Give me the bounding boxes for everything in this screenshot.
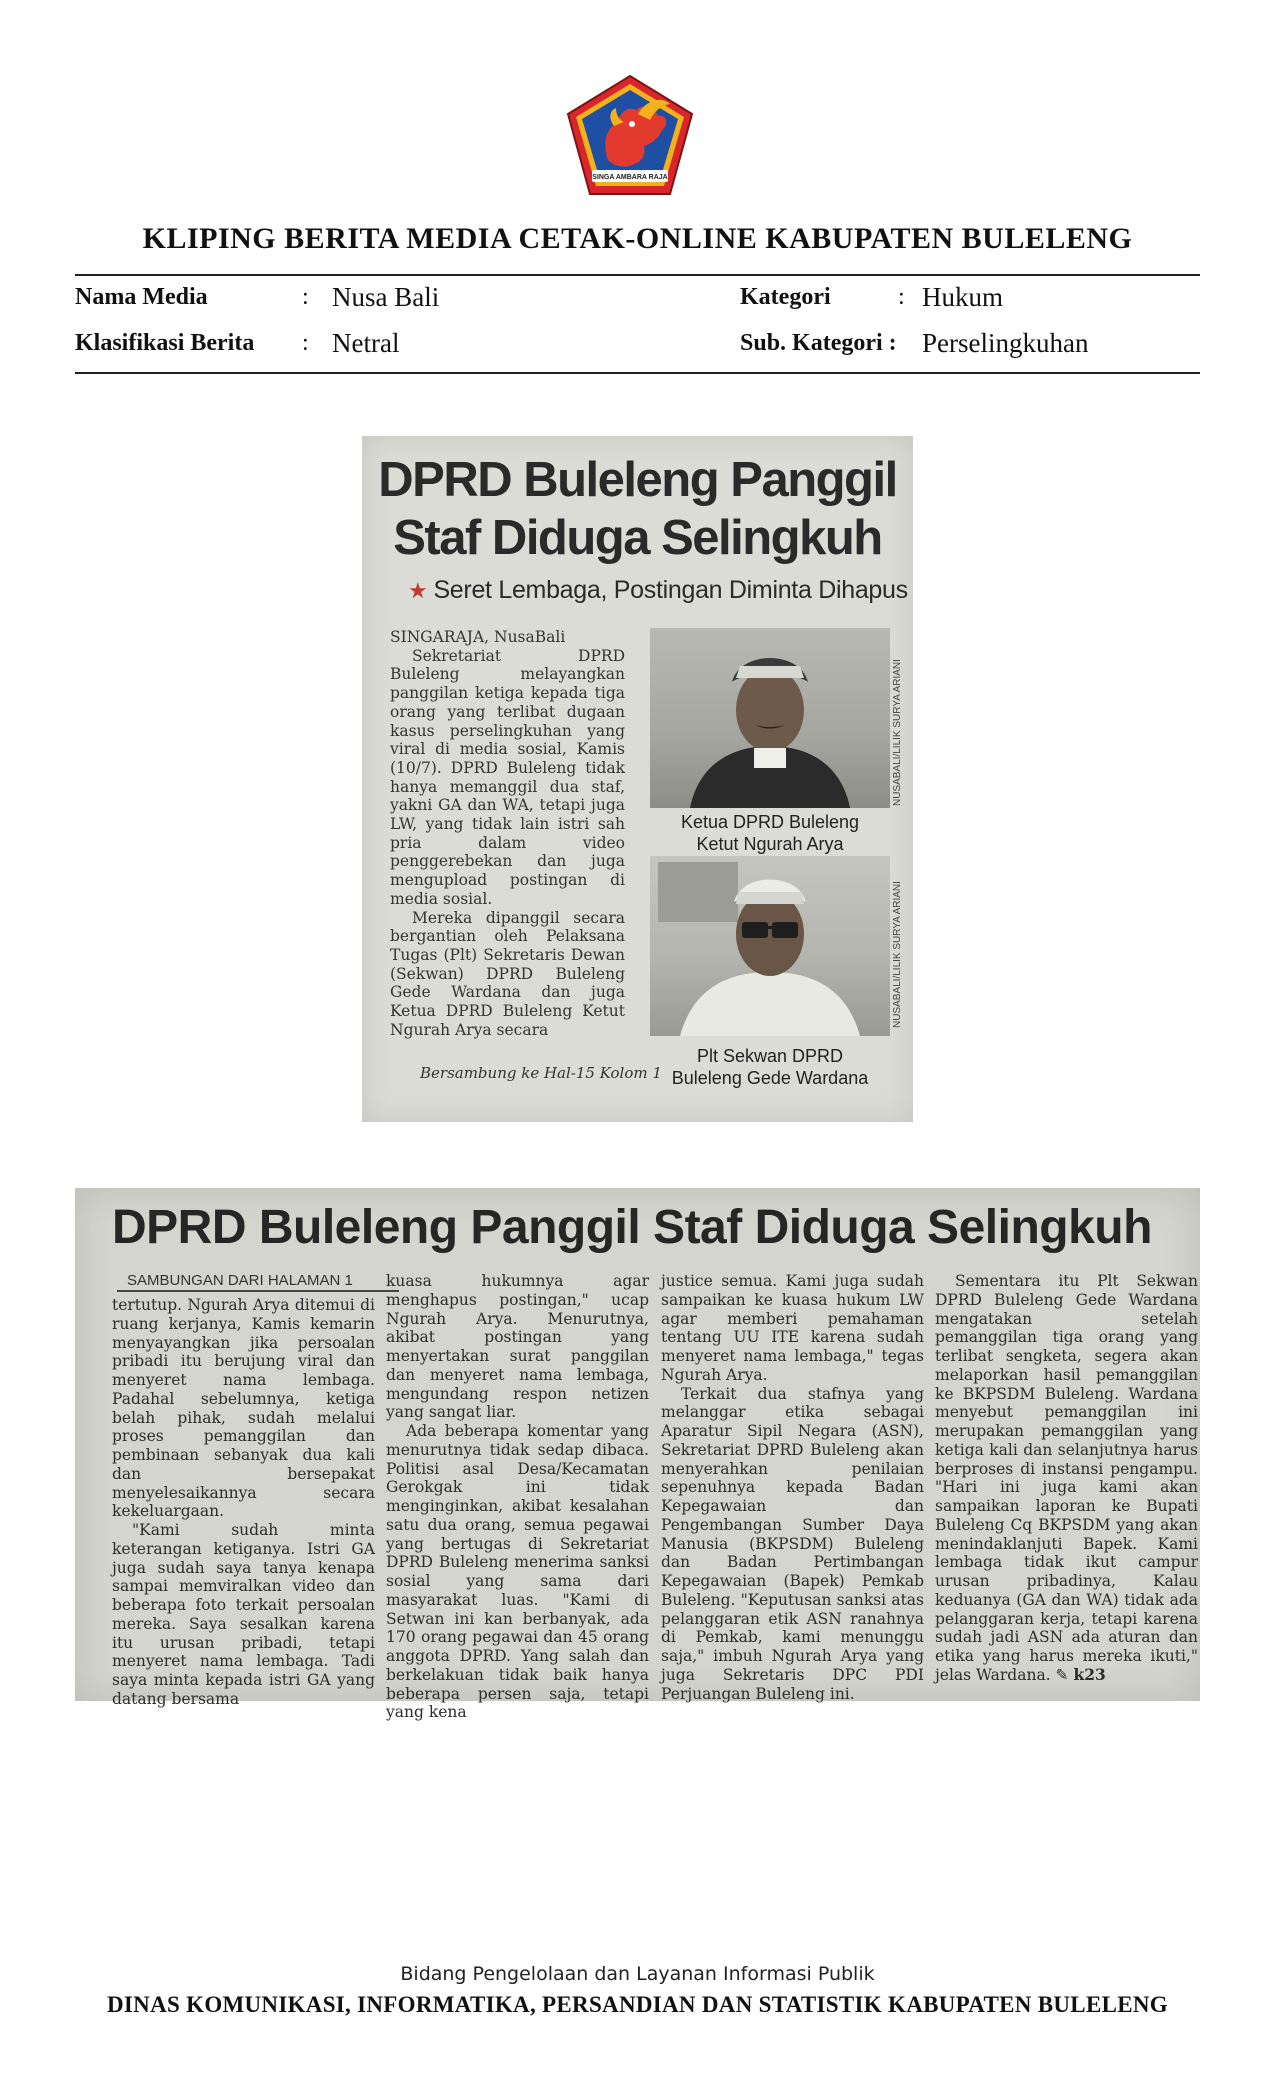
clip2-col1-paragraph-2: "Kami sudah minta keterangan ketiganya. Istri GA juga sudah saya tanya kenapa sampai memviralkan video dan beberapa foto terkait persoalan mereka. Saya sesalkan karena itu urusan pribadi, tetapi menyeret nama lembaga. Tadi saya minta kepada istri GA yang datang bersama: [112, 1521, 375, 1708]
classification-value: Netral: [332, 328, 400, 358]
footer-division: Bidang Pengelolaan dan Layanan Informasi Publik: [400, 1963, 875, 1985]
clip2-col3-paragraph-1: justice semua. Kami juga sudah sampaikan ke kuasa hukum LW agar memberi pemahaman tentang UU ITE karena sudah menyeret nama lembaga," tegas Ngurah Arya.: [661, 1272, 924, 1384]
divider-top: [75, 274, 1200, 276]
clip2-col4-text: Sementara itu Plt Sekwan DPRD Buleleng Gede Wardana mengatakan setelah pemanggilan tiga orang yang terlibat sengketa, segera akan melaporkan hasil pemanggilan ke BKPSDM Buleleng. Wardana menyebut pemanggilan ini merupakan pemanggilan yang ketiga kali dan selanjutnya harus berproses di instansi pengampu. "Hari ini juga kami akan sampaikan laporan ke Bupati Buleleng Cq BKPSDM yang akan menindaklanjuti Bapek. Kami lembaga tidak ikut campur urusan pribadinya, Kalau keduanya (GA dan WA) tidak ada pelanggaran kerja, tetapi karena sudah jadi ASN ada aturan dan etika yang harus mereka ikuti," jelas Wardana.: [935, 1272, 1198, 1684]
logo-ribbon-text: SINGA AMBARA RAJA: [592, 174, 668, 181]
clip1-dateline: SINGARAJA, NusaBali: [390, 628, 566, 646]
clip2-col1-paragraph-1: tertutup. Ngurah Arya ditemui di ruang kerjanya, Kamis kemarin menyayangkan jika persoalan pribadi itu berujung viral dan menyeret nama lembaga. Padahal sebelumnya, ketiga belah pihak, sudah melalui proses pemanggilan dan pembinaan sebanyak dua kali dan bersepakat menyelesaikannya secara kekeluargaan.: [112, 1296, 375, 1521]
subcategory-value: Perselingkuhan: [922, 328, 1089, 358]
classification-label: Klasifikasi Berita: [75, 330, 255, 356]
pen-icon: ✎: [1055, 1665, 1069, 1684]
category-label: Kategori: [740, 284, 831, 310]
photo2-caption-line2: Buleleng Gede Wardana: [671, 1068, 869, 1088]
photo-ketua-dprd: [650, 628, 890, 808]
clip1-paragraph-1: Sekretariat DPRD Buleleng melayangkan panggilan ketiga kepada tiga orang yang terlibat dugaan kasus perselingkuhan yang viral di media sosial, Kamis (10/7). DPRD Buleleng tidak hanya memanggil dua staf, yakni GA dan WA, tetapi juga LW, yang tidak lain istri sah pria dalam video penggerebekan dan juga mengupload postingan di media sosial.: [390, 646, 625, 908]
classification-colon: :: [302, 330, 309, 356]
photo1-credit: NUSABALI/LILIK SURYA ARIANI: [892, 659, 903, 806]
category-colon: :: [898, 284, 905, 310]
document-title: KLIPING BERITA MEDIA CETAK-ONLINE KABUPATEN BULELENG: [142, 222, 1133, 255]
photo1-caption-line1: Ketua DPRD Buleleng: [680, 812, 860, 832]
clip2-headline: DPRD Buleleng Panggil Staf Diduga Selingkuh: [112, 1201, 1152, 1254]
clip1-paragraph-2: Mereka dipanggil secara bergantian oleh Pelaksana Tugas (Plt) Sekretaris Dewan (Sekwan) DPRD Buleleng Gede Wardana dan juga Ketua DPRD Buleleng Ketut Ngurah Arya secara: [390, 908, 625, 1039]
clip2-column-1: [112, 1296, 375, 1709]
media-value: Nusa Bali: [332, 282, 440, 312]
photo2-credit: NUSABALI/LILIK SURYA ARIANI: [892, 881, 903, 1028]
clip1-headline-line2: Staf Diduga Selingkuh: [393, 511, 882, 565]
category-value: Hukum: [922, 282, 1003, 312]
clip2-column-4: [935, 1272, 1198, 1685]
clip1-subheadline-text: Seret Lembaga, Postingan Diminta Dihapus: [433, 576, 908, 604]
clip2-column-3: [661, 1272, 924, 1703]
clip1-subheadline: [408, 576, 908, 605]
clip2-col2-paragraph-2: Ada beberapa komentar yang menurutnya tidak sedap dibaca. Politisi asal Desa/Kecamatan Gerokgak ini tidak menginginkan, akibat kesalahan satu dua orang, semua pegawai yang bertugas di Sekretariat DPRD Buleleng menerima sanksi sosial yang sama dari masyarakat luas. "Kami di Setwan ini kan berbanyak, ada 170 orang pegawai dan 45 orang anggota DPRD. Yang salah dan berkelakuan tidak baik hanya beberapa persen saja, tetapi yang kena: [386, 1422, 649, 1722]
clip1-headline-line1: DPRD Buleleng Panggil: [378, 453, 897, 507]
clip2-continuation-tag: SAMBUNGAN DARI HALAMAN 1: [117, 1270, 399, 1292]
clip1-body: [390, 628, 625, 1039]
footer-agency: DINAS KOMUNIKASI, INFORMATIKA, PERSANDIAN DAN STATISTIK KABUPATEN BULELENG: [107, 1992, 1168, 2017]
photo1-caption-line2: Ketut Ngurah Arya: [696, 834, 844, 854]
clip2-col3-paragraph-2: Terkait dua stafnya yang melanggar etika sebagai Aparatur Sipil Negara (ASN), Sekretariat DPRD Buleleng akan menyerahkan penilaian sepenuhnya kepada Badan Kepegawaian dan Pengembangan Sumber Daya Manusia (BKPSDM) Buleleng dan Badan Pertimbangan Kepegawaian (Bapek) Pemkab Buleleng. "Keputusan sanksi atas pelanggaran etik ASN ranahnya di Pemkab, kami menunggu saja," imbuh Ngurah Arya yang juga Sekretaris DPC PDI Perjuangan Buleleng ini.: [661, 1384, 924, 1703]
kabupaten-logo: [562, 74, 698, 200]
clip2-column-2: [386, 1272, 649, 1722]
clip2-col2-paragraph-1: kuasa hukumnya agar menghapus postingan," ucap Ngurah Arya. Menurutnya, akibat postingan yang menyertakan surat panggilan dan menyeret nama lembaga, mengundang respon netizen yang sangat liar.: [386, 1272, 649, 1422]
star-icon: ★: [408, 578, 428, 603]
news-clipping-continuation: [75, 1188, 1200, 1722]
photo-plt-sekwan: [650, 856, 890, 1036]
news-clipping-front-page: [362, 436, 913, 1122]
photo2-caption-line1: Plt Sekwan DPRD: [696, 1046, 844, 1066]
media-colon: :: [302, 284, 309, 310]
clip2-signoff: k23: [1073, 1664, 1106, 1684]
subcategory-label: Sub. Kategori :: [740, 330, 897, 356]
media-label: Nama Media: [75, 284, 208, 310]
clip1-continued-note: Bersambung ke Hal-15 Kolom 1: [420, 1064, 662, 1082]
clip2-col4-paragraph-1: [935, 1272, 1198, 1685]
divider-bottom: [75, 372, 1200, 374]
